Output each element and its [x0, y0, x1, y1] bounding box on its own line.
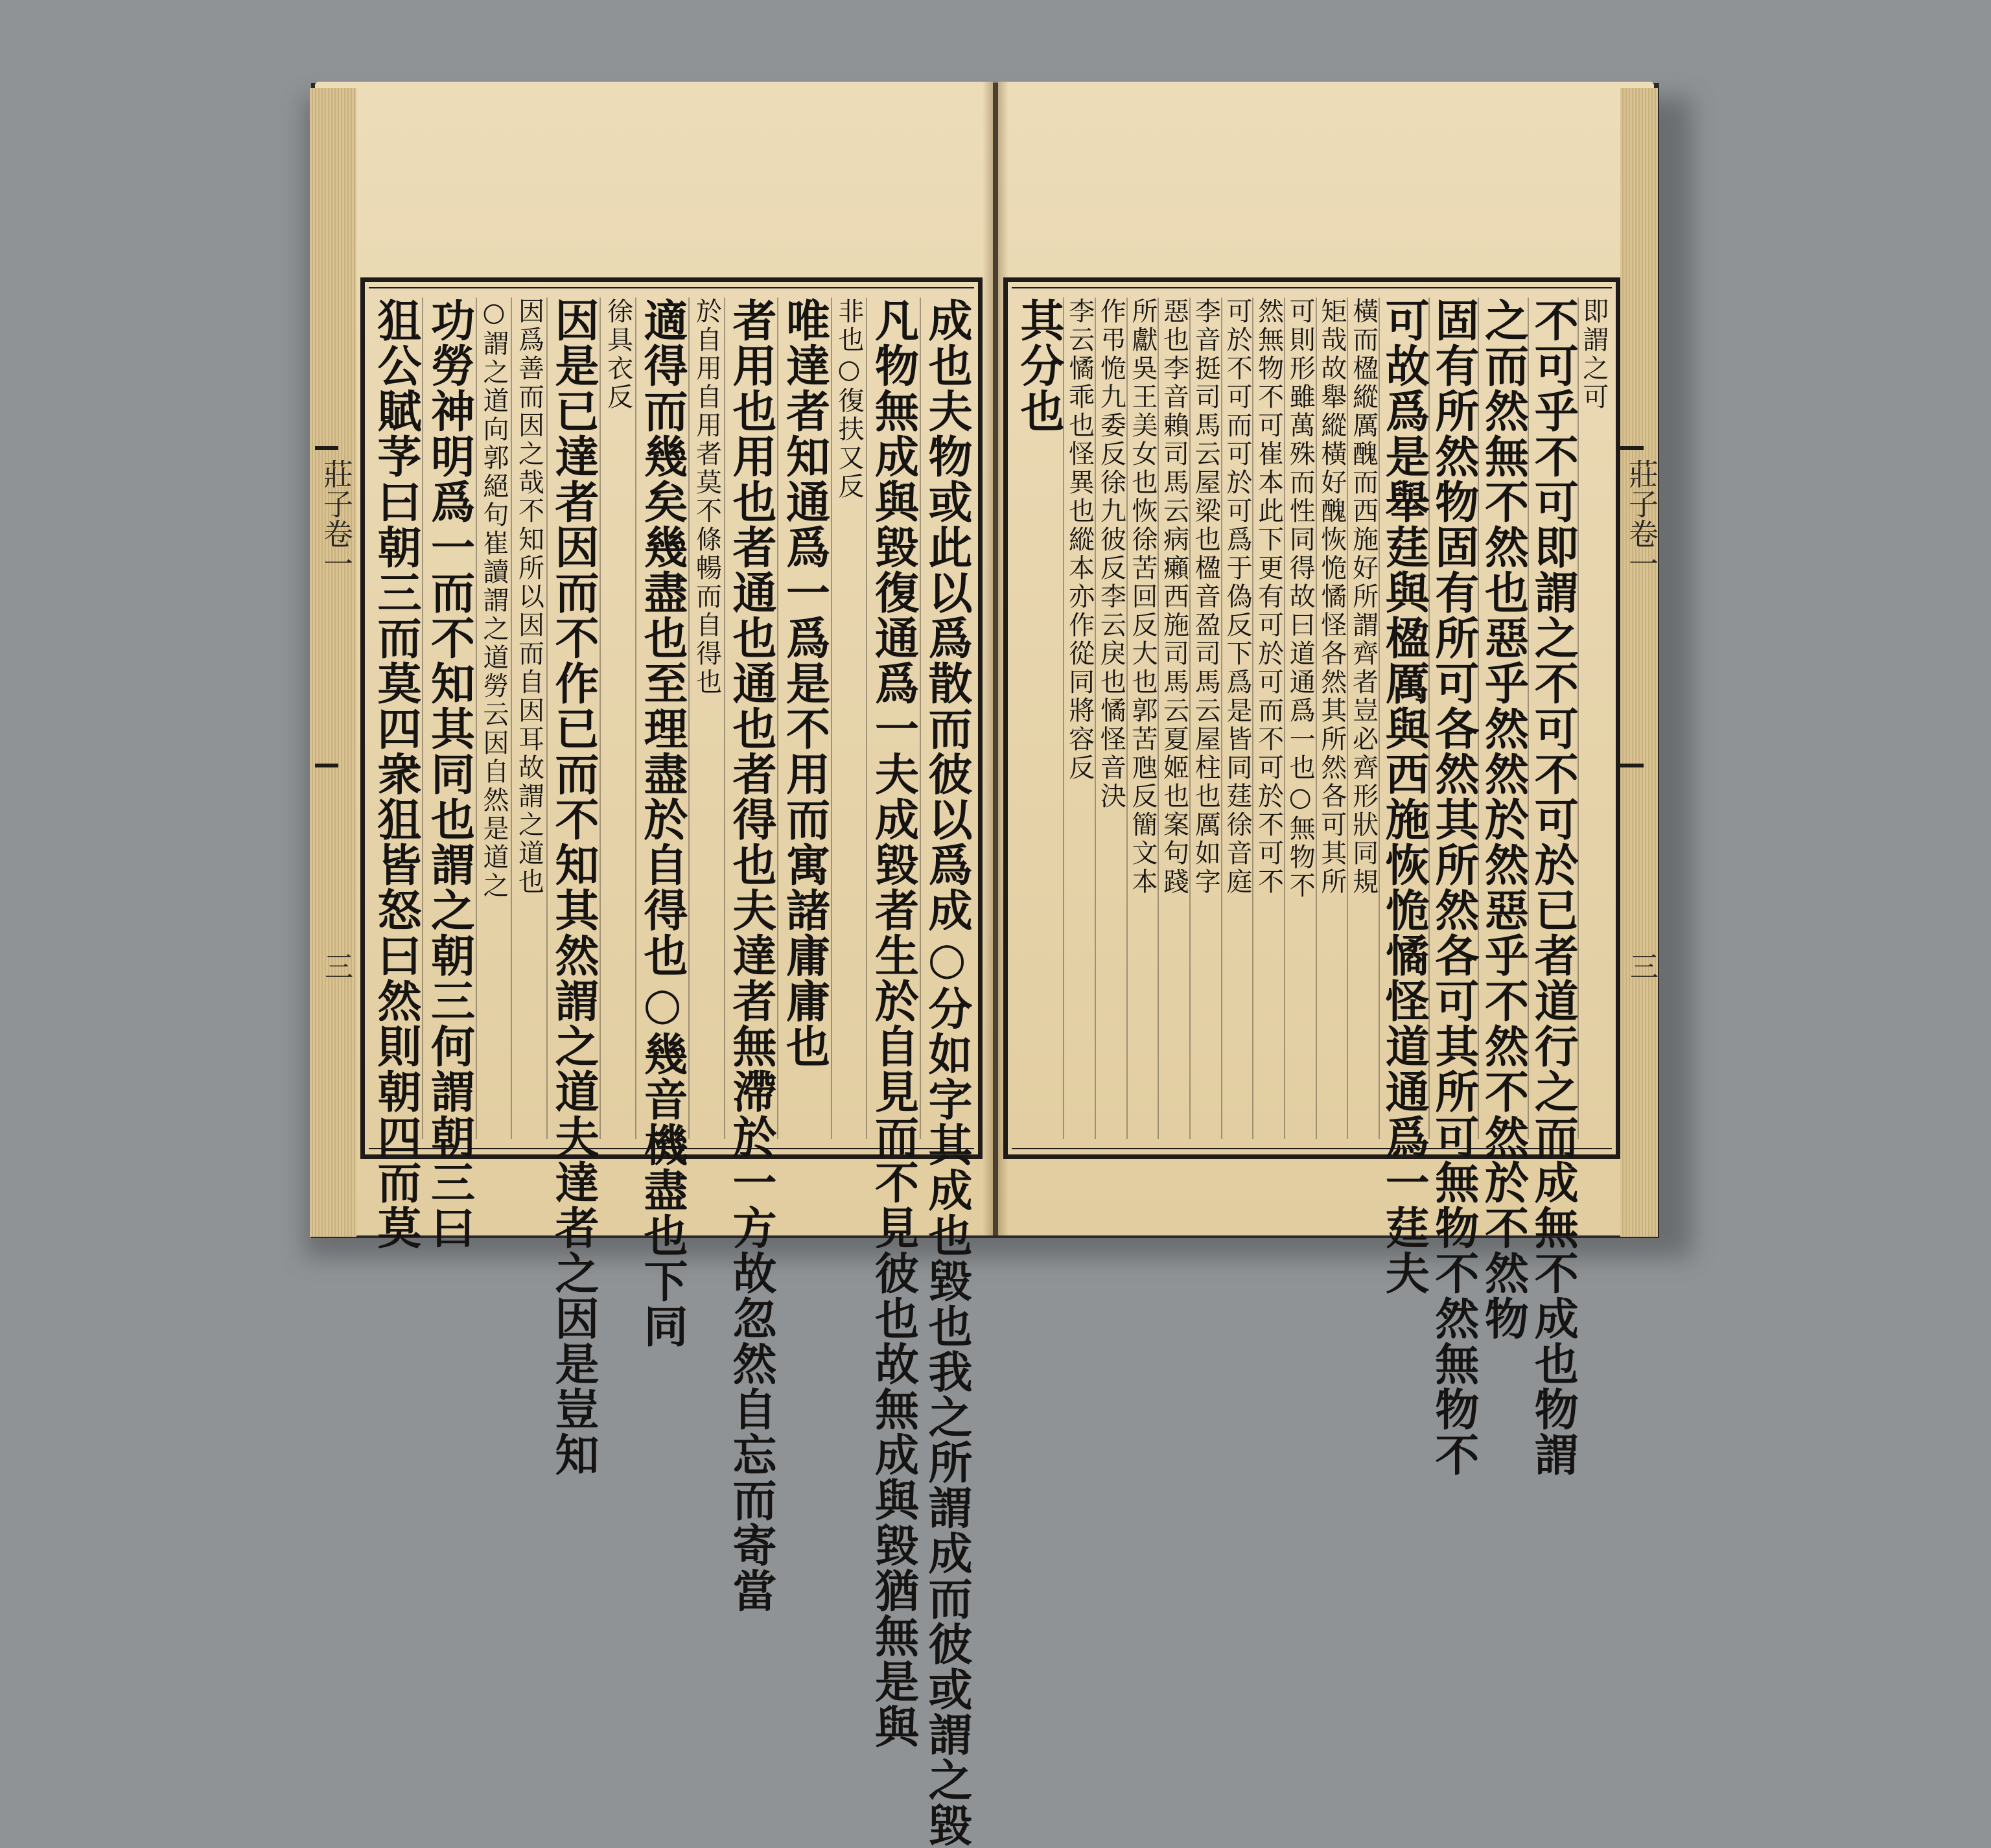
commentary-column: 矩哉故舉縱橫好醜恢恑憰怪各然其所然各可其所	[1316, 298, 1347, 896]
column-rule	[1578, 298, 1579, 1139]
text-column: 適得而幾矣幾盡也至理盡於自得也○幾音機盡也下同	[636, 298, 688, 1349]
column-rule	[777, 298, 778, 1139]
commentary-column: 可於不可而可於可爲于偽反下爲是皆同莛徐音庭	[1222, 298, 1252, 896]
text-column: 因是已達者因而不作已而不知其然謂之道夫達者之因是豈知	[548, 298, 600, 1477]
left-fold-margin	[315, 277, 354, 1159]
left-text-frame	[360, 277, 983, 1848]
text-column: 成也夫物或此以爲散而彼以爲成○分如字其成也毀也我之所謂成而彼或謂之毀	[921, 298, 973, 1848]
text-column: 功勞神明爲一而不知其同也謂之朝三何謂朝三曰	[423, 298, 476, 1250]
text-column: 其分也	[1013, 298, 1065, 434]
text-column: 凡物無成與毀復通爲一夫成毀者生於自見而不見彼也故無成與毀猶無是與	[867, 298, 920, 1749]
commentary-column: 徐具衣反	[603, 298, 633, 412]
column-rule	[422, 298, 423, 1139]
text-column: 可故爲是舉莛與楹厲與西施恢恑憰怪道通爲一莛夫	[1378, 298, 1430, 1296]
commentary-column: 所獻吳王美女也恢徐苦回反大也郭苦虺反簡文本	[1127, 298, 1158, 896]
commentary-column: 於自用自用者莫不條暢而自得也	[692, 298, 722, 697]
commentary-column: 惡也李音賴司馬云病癩西施司馬云夏姬也案句踐	[1159, 298, 1189, 896]
column-rule	[1347, 298, 1348, 1139]
commentary-column: 即謂之可	[1578, 298, 1609, 412]
left-fold-title: 莊子卷一	[319, 459, 354, 578]
right-fold-margin	[1620, 277, 1659, 1159]
text-column: 固有所然物固有所可各然其所然各可其所可無物不然無物不	[1427, 298, 1480, 1477]
left-fold-page-number: 三	[320, 952, 353, 980]
fish-tail-bottom-mark	[315, 744, 338, 767]
text-column: 之而然無不然也惡乎然然於然惡乎不然不然於不然物	[1477, 298, 1530, 1341]
column-rule	[1158, 298, 1159, 1139]
column-rule	[866, 298, 867, 1139]
right-fold-page-number: 三	[1625, 952, 1658, 980]
column-rule	[476, 298, 477, 1139]
commentary-column: 然無物不可崔本此下更有可於可而不可於不可不	[1253, 298, 1284, 896]
column-rule	[1252, 298, 1253, 1139]
commentary-column: 橫而楹縱厲醜而西施好所謂齊者豈必齊形狀同規	[1348, 298, 1379, 896]
column-rule	[688, 298, 690, 1139]
fish-tail-bottom-mark	[1620, 744, 1644, 767]
commentary-column: ○謂之道向郭絕句崔讀謂之道勞云因自然是道之	[479, 298, 509, 900]
text-column: 者用也用也者通也通也者得也夫達者無滯於一方故忽然自忘而寄當	[725, 298, 777, 1613]
commentary-column: 因爲善而因之哉不知所以因而自因耳故謂之道也	[514, 298, 544, 896]
text-column: 唯達者知通爲一爲是不用而寓諸庸庸也	[778, 298, 831, 1069]
text-column: 狙公賦芧曰朝三而莫四衆狙皆怒曰然則朝四而莫	[370, 298, 422, 1250]
left-text-columns	[370, 298, 973, 1848]
column-rule	[600, 298, 601, 1139]
right-fold-title: 莊子卷一	[1624, 459, 1659, 578]
commentary-column: 可則形雖萬殊而性同得故曰道通爲一也○無物不	[1285, 298, 1316, 900]
column-rule	[511, 298, 512, 1139]
commentary-column: 非也○復扶又反	[834, 298, 864, 501]
right-text-frame	[1003, 277, 1620, 1477]
column-rule	[831, 298, 832, 1139]
commentary-column: 李音挺司馬云屋梁也楹音盈司馬云屋柱也厲如字	[1191, 298, 1221, 896]
commentary-column: 作弔恑九委反徐九彼反李云戾也憰怪音決	[1096, 298, 1126, 811]
commentary-column: 李云憰乖也怪異也縱本亦作從同將容反	[1064, 298, 1095, 782]
text-column: 不可乎不可即謂之不可不可於已者道行之而成無不成也物謂	[1527, 298, 1579, 1477]
right-text-columns	[1013, 298, 1609, 1477]
